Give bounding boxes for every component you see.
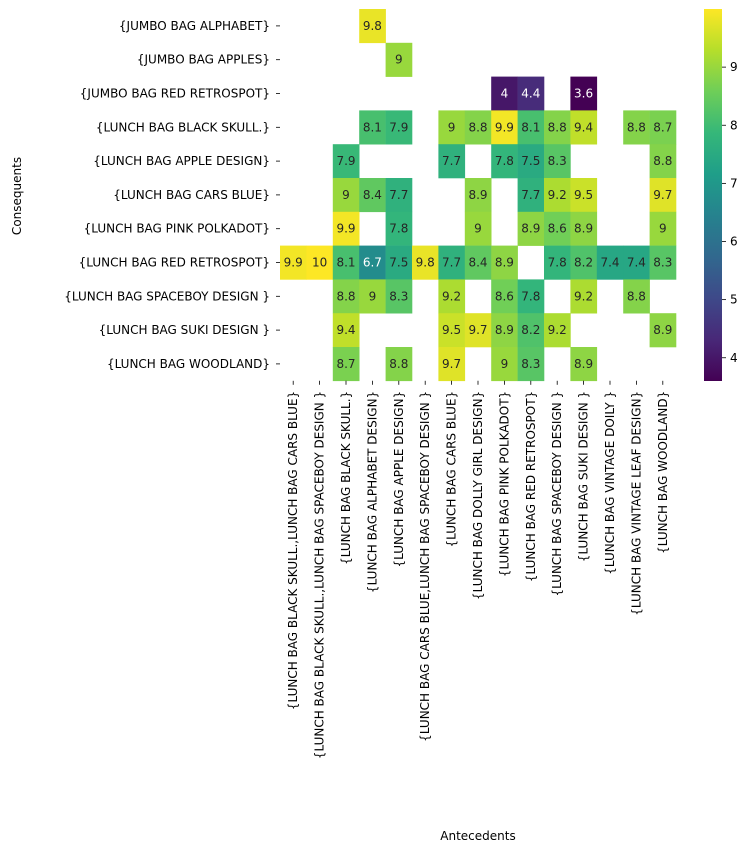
x-tick-label: {LUNCH BAG BLACK SKULL.,LUNCH BAG CARS BLUE}	[286, 390, 301, 711]
cell-value-label: 8.1	[521, 120, 541, 135]
cell-value-label: 7.4	[626, 255, 646, 270]
cell-value-label: 7.7	[521, 187, 541, 202]
colorbar-tick-label: 6	[730, 234, 738, 249]
colorbar-tick-label: 5	[730, 292, 738, 307]
colorbar	[704, 9, 738, 381]
cell-value-label: 8.8	[389, 356, 409, 371]
cell-value-label: 4.4	[521, 86, 541, 101]
y-tick-label: {JUMBO BAG ALPHABET}	[118, 18, 270, 33]
cell-value-label: 8.1	[336, 255, 356, 270]
colorbar-gradient	[704, 9, 722, 381]
y-tick-label: {JUMBO BAG RED RETROSPOT}	[79, 86, 270, 101]
cell-value-label: 9	[474, 221, 482, 236]
y-tick-label: {LUNCH BAG WOODLAND}	[106, 356, 270, 371]
cell-value-label: 8.7	[653, 120, 673, 135]
cell-value-label: 9	[658, 221, 667, 236]
x-tick-label: {LUNCH BAG VINTAGE DOILY }	[603, 390, 617, 575]
colorbar-tick-label: 9	[730, 60, 738, 75]
cell-value-label: 9.9	[336, 221, 356, 236]
cell-value-label: 8.3	[547, 154, 567, 169]
cell-value-label: 9.5	[442, 323, 462, 338]
cell-value-label: 8.1	[362, 120, 382, 135]
cell-value-label: 9.2	[442, 289, 462, 304]
cell-value-label: 9.2	[574, 289, 594, 304]
colorbar-tick-label: 8	[730, 118, 738, 133]
cell-value-label: 8.9	[574, 221, 594, 236]
y-tick-label: {LUNCH BAG BLACK SKULL.}	[95, 120, 270, 135]
cell-value-label: 9.4	[574, 120, 594, 135]
cell-value-label: 7.9	[389, 120, 409, 135]
cell-value-label: 8.8	[626, 289, 646, 304]
cell-value-label: 8.6	[547, 221, 567, 236]
cell-value-label: 8.3	[653, 255, 673, 270]
y-tick-label: {LUNCH BAG PINK POLKADOT}	[83, 221, 270, 236]
cell-value-label: 7.7	[389, 187, 409, 202]
cell-value-label: 6.7	[362, 255, 382, 270]
cell-value-label: 7.7	[442, 154, 462, 169]
x-tick-label: {LUNCH BAG BLACK SKULL.,LUNCH BAG SPACEBOY DESIGN }	[312, 390, 327, 760]
cell-value-label: 9.8	[415, 255, 435, 270]
x-tick-label: {LUNCH BAG ALPHABET DESIGN}	[365, 390, 380, 594]
cell-value-label: 8.9	[521, 221, 541, 236]
cell-value-label: 8.8	[547, 120, 567, 135]
cell-value-label: 8.4	[362, 187, 382, 202]
cell-value-label: 9.4	[336, 323, 356, 338]
y-tick-label: {LUNCH BAG SPACEBOY DESIGN }	[64, 289, 270, 304]
cell-value-label: 10	[311, 255, 328, 270]
cell-value-label: 7.8	[547, 255, 567, 270]
cell-value-label: 8.2	[574, 255, 594, 270]
cell-value-label: 9	[447, 120, 456, 135]
x-tick-label: {LUNCH BAG APPLE DESIGN}	[391, 390, 406, 568]
cell-value-label: 9.7	[653, 187, 673, 202]
cell-value-label: 9.2	[547, 187, 567, 202]
cell-value-label: 9	[342, 187, 350, 202]
cell-value-label: 9	[500, 356, 509, 371]
cell-value-label: 8.9	[468, 187, 488, 202]
x-tick-label: {LUNCH BAG SUKI DESIGN }	[576, 390, 591, 563]
cell-value-label: 7.8	[521, 289, 541, 304]
cell-value-label: 8.9	[494, 255, 514, 270]
cell-value-label: 3.6	[574, 86, 594, 101]
y-tick-label: {JUMBO BAG APPLES}	[136, 52, 270, 67]
cell-value-label: 8.7	[336, 356, 356, 371]
x-axis	[286, 381, 670, 759]
y-axis-title: Consequents	[10, 156, 24, 236]
y-tick-label: {LUNCH BAG APPLE DESIGN}	[93, 154, 270, 169]
cell-value-label: 9.7	[468, 323, 488, 338]
x-tick-label: {LUNCH BAG BLACK SKULL.}	[339, 390, 353, 565]
cell-value-label: 7.9	[336, 154, 356, 169]
x-tick-label: {LUNCH BAG PINK POLKADOT}	[497, 390, 512, 578]
cell-value-label: 8.8	[468, 120, 488, 135]
x-tick-label: {LUNCH BAG WOODLAND}	[655, 390, 670, 554]
cell-value-label: 7.5	[521, 154, 541, 169]
x-tick-label: {LUNCH BAG RED RETROSPOT}	[523, 390, 538, 583]
y-axis	[64, 19, 280, 371]
cell-value-label: 8.4	[468, 255, 488, 270]
cell-value-label: 9.2	[547, 323, 567, 338]
x-tick-label: {LUNCH BAG VINTAGE LEAF DESIGN}	[629, 390, 644, 616]
y-tick-label: {LUNCH BAG RED RETROSPOT}	[78, 255, 270, 270]
cell-value-label: 9.5	[574, 187, 594, 202]
y-tick-label: {LUNCH BAG SUKI DESIGN }	[98, 323, 270, 338]
cell-value-label: 8.8	[336, 289, 356, 304]
cell-value-label: 7.8	[389, 221, 409, 236]
cell-value-label: 8.2	[521, 323, 541, 338]
cell-value-label: 7.7	[442, 255, 462, 270]
cell-value-label: 7.8	[494, 154, 514, 169]
cell-value-label: 9	[368, 289, 377, 304]
x-tick-label: {LUNCH BAG CARS BLUE,LUNCH BAG SPACEBOY DESIGN }	[418, 390, 433, 742]
x-tick-label: {LUNCH BAG CARS BLUE}	[444, 390, 459, 548]
cell-value-label: 9.8	[362, 18, 382, 33]
y-tick-label: {LUNCH BAG CARS BLUE}	[113, 187, 270, 202]
cell-value-label: 8.9	[653, 323, 673, 338]
cell-value-label: 4	[500, 86, 509, 101]
x-axis-title: Antecedents	[440, 829, 516, 843]
cell-value-label: 7.4	[600, 255, 620, 270]
cell-value-label: 8.8	[653, 154, 673, 169]
cell-value-label: 8.8	[626, 120, 646, 135]
cell-value-label: 9.9	[494, 120, 514, 135]
cell-value-label: 8.6	[494, 289, 514, 304]
x-tick-label: {LUNCH BAG DOLLY GIRL DESIGN}	[471, 390, 485, 601]
colorbar-tick-label: 4	[730, 350, 738, 365]
cell-value-label: 9	[394, 52, 403, 67]
cell-value-label: 8.3	[521, 356, 541, 371]
cell-value-label: 9.7	[442, 356, 462, 371]
colorbar-tick-label: 7	[730, 176, 738, 191]
cell-value-label: 8.9	[494, 323, 514, 338]
cell-value-label: 9.9	[283, 255, 303, 270]
x-tick-label: {LUNCH BAG SPACEBOY DESIGN }	[550, 390, 565, 597]
cell-value-label: 8.3	[389, 289, 409, 304]
cell-value-label: 7.5	[389, 255, 409, 270]
cell-value-label: 8.9	[574, 356, 594, 371]
